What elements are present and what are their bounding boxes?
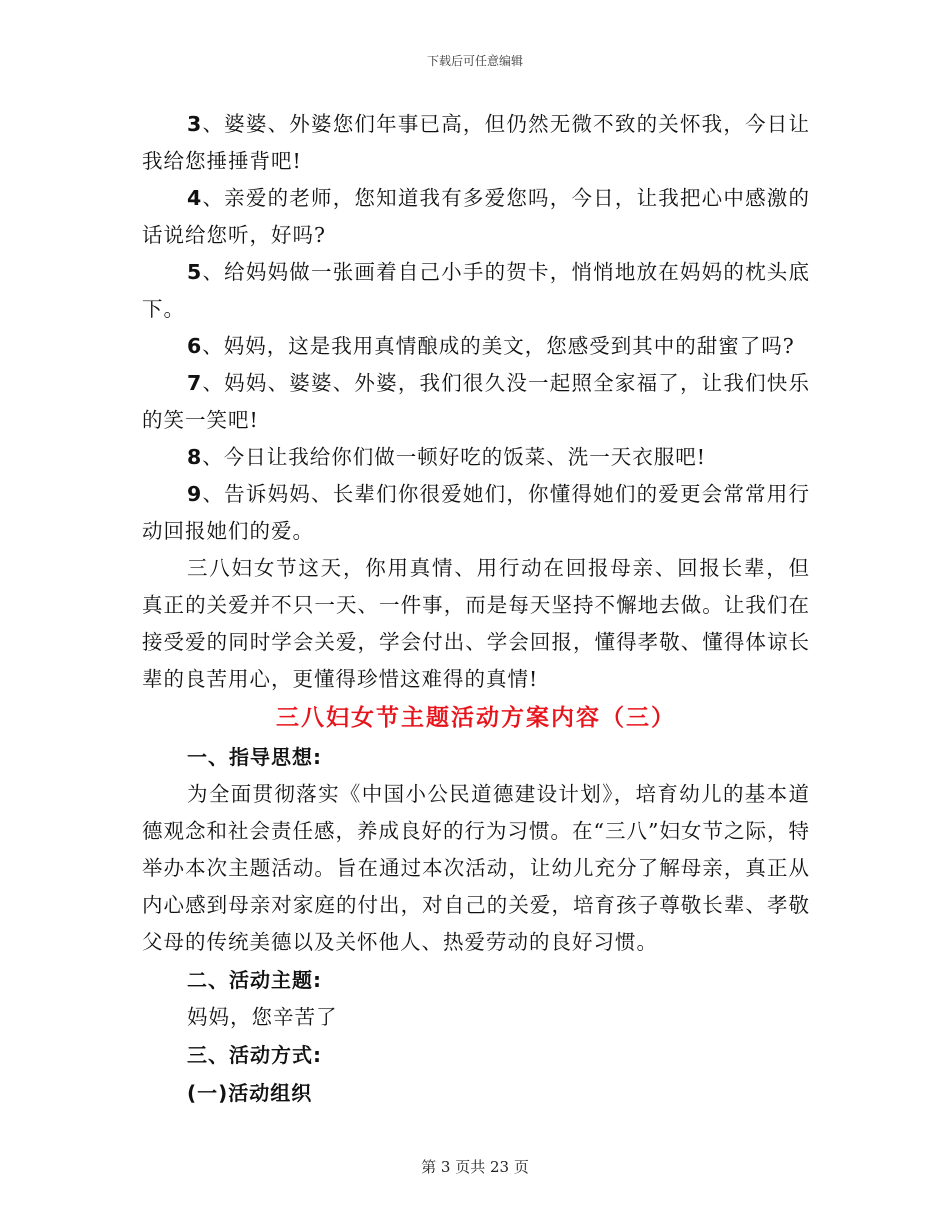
- item-text: 、妈妈、婆婆、外婆，我们很久没一起照全家福了，让我们快乐的笑一笑吧!: [142, 371, 810, 432]
- activity-theme-text: 妈妈，您辛苦了: [187, 1005, 338, 1029]
- list-item-7: [142, 365, 810, 439]
- item-number: 8: [187, 445, 203, 469]
- item-number: 4: [187, 186, 203, 210]
- item-number: 3: [187, 112, 203, 136]
- item-text: 、亲爱的老师，您知道我有多爱您吗，今日，让我把心中感激的话说给您听，好吗?: [142, 186, 810, 247]
- list-item-9: [142, 476, 810, 550]
- list-item-8: [142, 439, 810, 476]
- heading-activity-method: 三、活动方式:: [187, 1043, 322, 1067]
- section-title: 三八妇女节主题活动方案内容（三）: [276, 705, 676, 731]
- item-number: 7: [187, 371, 203, 395]
- item-text: 、妈妈，这是我用真情酿成的美文，您感受到其中的甜蜜了吗?: [202, 334, 795, 358]
- list-item-3: [142, 106, 810, 180]
- heading-guiding-ideology: 一、指导思想:: [187, 745, 322, 769]
- item-number: 5: [187, 260, 203, 284]
- item-text: 、今日让我给你们做一顿好吃的饭菜、洗一天衣服吧!: [202, 445, 707, 469]
- list-item-5: [142, 254, 810, 328]
- item-number: 6: [187, 334, 203, 358]
- item-text: 、告诉妈妈、长辈们你很爱她们，你懂得她们的爱更会常常用行动回报她们的爱。: [142, 482, 810, 543]
- guiding-ideology-paragraph: 为全面贯彻落实《中国小公民道德建设计划》，培育幼儿的基本道德观念和社会责任感，养成良好的行为习惯。在“三八”妇女节之际，特举办本次主题活动。旨在通过本次活动，让幼儿充分了解母亲，真正从内心感到母亲对家庭的付出，对自己的关爱，培育孩子尊敬长辈、孝敬父母的传统美德以及关怀他人、热爱劳动的良好习惯。: [142, 782, 810, 954]
- heading-activity-theme: 二、活动主题:: [187, 968, 322, 992]
- heading-activity-organization: (一)活动组织: [187, 1081, 313, 1105]
- closing-paragraph: 三八妇女节这天，你用真情、用行动在回报母亲、回报长辈，但真正的关爱并不只一天、一件事，而是每天坚持不懈地去做。让我们在接受爱的同时学会关爱，学会付出、学会回报，懂得孝敬、懂得体谅长辈的良苦用心，更懂得珍惜这难得的真情!: [142, 556, 810, 691]
- item-number: 9: [187, 482, 203, 506]
- page-footer: 第 3 页共 23 页: [421, 1158, 529, 1176]
- document-body: [142, 106, 810, 1112]
- item-text: 、婆婆、外婆您们年事已高，但仍然无微不致的关怀我，今日让我给您捶捶背吧!: [142, 112, 810, 173]
- list-item-6: [142, 328, 810, 365]
- page-header: 下载后可任意编辑: [426, 54, 523, 68]
- item-text: 、给妈妈做一张画着自己小手的贺卡，悄悄地放在妈妈的枕头底下。: [142, 260, 810, 321]
- list-item-4: [142, 180, 810, 254]
